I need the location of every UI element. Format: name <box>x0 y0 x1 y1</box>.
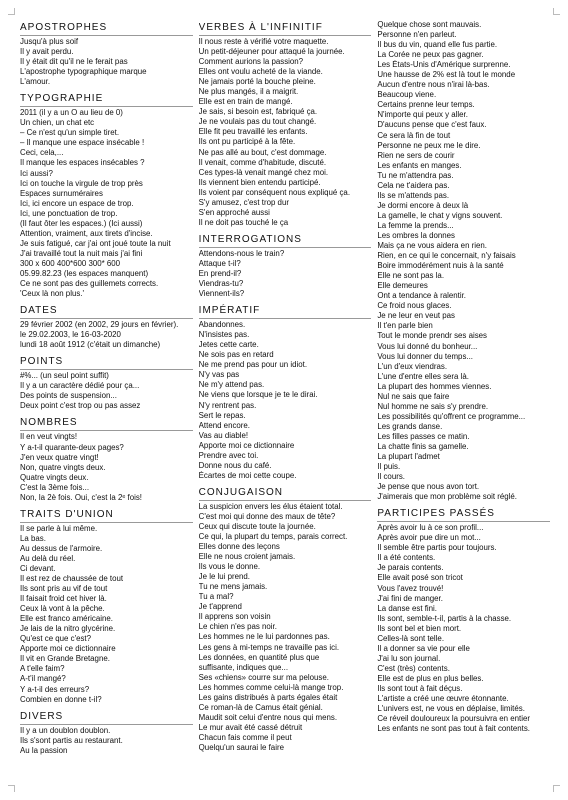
text-line: Ne me prend pas pour un idiot. <box>198 360 308 370</box>
text-line: Il bus du vin, quand elle fus partie. <box>377 40 498 50</box>
text-line: Elle fit peu travaillé les enfants. <box>198 127 308 137</box>
text-line: Ce réveil douloureux la poursuivra en entier <box>377 714 530 724</box>
page-corner-mark <box>553 8 560 15</box>
text-line: Ne pas allé au bout, c'est dommage. <box>198 147 327 157</box>
text-line: Comment aurions la passion? <box>198 57 304 67</box>
text-line: Nul ne sais que faire <box>377 391 450 401</box>
text-line: Elles ont voulu acheté de la viande. <box>198 67 323 77</box>
text-line: Ici, une ponctuation de trop. <box>20 208 118 218</box>
text-line: J'ai lu son journal. <box>377 653 441 663</box>
text-line: La plupart l'admet <box>377 452 440 462</box>
text-line: Au la passion <box>20 745 68 755</box>
text-line: Rien, en ce qui le concernait, n'y faisais <box>377 251 516 261</box>
text-line: Ne m'y attend pas. <box>198 380 265 390</box>
text-line: La danse est fini. <box>377 603 438 613</box>
text-line: En prend-il? <box>198 268 242 278</box>
text-line: #%... (un seul point suffit) <box>20 371 109 381</box>
text-line: Personne ne peux me le dire. <box>377 140 481 150</box>
text-line: Ils sont pris au vif de tout <box>20 584 108 594</box>
text-line: Elle avait posé son tricot <box>377 573 463 583</box>
text-line: L'univers est, ne vous en déplaise, limités. <box>377 704 525 714</box>
section-heading: CONJUGAISON <box>199 487 372 501</box>
text-line: Ils viennent bien entendu participé. <box>198 177 321 187</box>
text-line: Ils sont tout à fait déçus. <box>377 684 463 693</box>
text-line: Jetes cette carte. <box>198 340 259 350</box>
text-line: Non, la 2è fois. Oui, c'est la 2ᵉ fois! <box>20 492 142 502</box>
text-line: Tu ne m'attendra pas. <box>377 170 454 180</box>
text-line: Ceux là vont à la pêche. <box>20 604 105 614</box>
text-line: Ce roman-là de Camus était génial. <box>198 702 323 712</box>
text-line: L'amour. <box>20 77 51 87</box>
text-line: Vous l'avez trouvé! <box>377 583 444 593</box>
text-line: J'aimerais que mon problème soit réglé. <box>377 492 518 502</box>
section-heading: POINTS <box>20 356 193 370</box>
text-line: Ceux qui discute toute la journée. <box>198 521 316 531</box>
text-line: Il est rez de chaussée de tout <box>20 574 124 584</box>
text-line: le 29.02.2003, le 16-03-2020 <box>20 330 121 340</box>
text-line: C'est moi qui donne des maux de tête? <box>198 511 336 521</box>
text-line: Apporte moi ce dictionnaire <box>198 440 295 450</box>
text-line: Au delà du réel. <box>20 553 76 563</box>
text-line: Non, quatre vingts deux. <box>20 462 106 472</box>
text-line: D'aucuns pense que c'est faux. <box>377 120 487 130</box>
text-line: Les possibilités qu'offrent ce programme... <box>377 411 526 421</box>
text-line: N'importe qui peux y aller. <box>377 110 468 120</box>
text-line: La Corée ne peux pas gagner. <box>377 50 484 60</box>
text-line: Quatre vingts deux. <box>20 472 89 482</box>
text-line: Je t'apprend <box>198 602 242 612</box>
text-line: Je lais de la nitro glycérine. <box>20 624 116 634</box>
text-line: Les hommes comme celui-là mange trop. <box>198 682 344 692</box>
text-line: Celles-là sont telle. <box>377 633 445 643</box>
text-line: 300 x 600 400*600 300* 600 <box>20 258 121 268</box>
text-line: Ils voient par conséquent nous expliqué ça. <box>198 187 351 197</box>
text-line: Il faisait froid cet hiver là. <box>20 594 107 604</box>
text-line: Combien en donne t-il? <box>20 694 102 704</box>
text-line: – Ce n'est qu'un simple tiret. <box>20 128 120 138</box>
text-line: Aucun d'entre nous n'irai là-bas. <box>377 80 490 90</box>
text-line: Prendre avec toi. <box>198 450 259 460</box>
text-line: Il se parle à lui même. <box>20 523 98 533</box>
text-line: N'y vas pas <box>198 370 240 380</box>
text-line: Les enfants en manges. <box>377 160 462 170</box>
text-line: Ils sont, semble-t-il, partis à la chasse. <box>377 613 512 623</box>
text-line: suffisante, indiques que... <box>198 662 289 672</box>
text-line: J'en veux quatre vingt! <box>20 452 99 462</box>
text-line: Les hommes ne le lui pardonnes pas. <box>198 632 330 642</box>
text-line: La plupart des hommes viennes. <box>377 381 492 391</box>
text-line: Les enfants ne sont pas tout à fait contents. <box>377 724 530 734</box>
text-line: 05.99.82.23 (les espaces manquent) <box>20 268 149 278</box>
text-line: Attaque t-il? <box>198 258 241 268</box>
text-line: S'y amusez, c'est trop dur <box>198 197 289 207</box>
text-line: La bas. <box>20 533 46 543</box>
text-line: Il en veut vingts! <box>20 432 78 442</box>
text-line: Il vit en Grande Bretagne. <box>20 654 110 664</box>
text-line: Elle demeures <box>377 281 428 291</box>
text-line: Je parais contents. <box>377 563 444 573</box>
column-left <box>20 20 193 790</box>
text-line: La suspicion envers les élus étaient total. <box>198 501 343 511</box>
text-line: (Il faut ôter les espaces.) (Ici aussi) <box>20 218 143 228</box>
text-line: Ils vous le donne. <box>198 562 261 572</box>
text-line: L'un d'eux viendras. <box>377 361 448 371</box>
text-line: Ils se m'attends pas. <box>377 190 450 200</box>
text-line: Il venait, comme d'habitude, discuté. <box>198 157 327 167</box>
text-line: Je suis fatigué, car j'ai ont joué toute la nuit <box>20 238 171 248</box>
section-heading: IMPÉRATIF <box>199 305 372 319</box>
text-line: Elles donne des leçons <box>198 542 280 552</box>
text-line: Ce qui, la plupart du temps, parais correct. <box>198 532 348 542</box>
text-line: Je pense que nous avon tort. <box>377 482 480 492</box>
text-line: Je ne leur en veut pas <box>377 311 455 321</box>
text-line: Certains prenne leur temps. <box>377 100 475 110</box>
text-line: Ils sont bel et bien mort. <box>377 623 462 633</box>
section-heading: NOMBRES <box>20 417 193 431</box>
section-heading: APOSTROPHES <box>20 22 193 36</box>
text-line: Ici on touche la virgule de trop près <box>20 178 143 188</box>
text-line: Les filles passes ce matin. <box>377 431 470 441</box>
text-line: N'y rentrent pas. <box>198 400 257 410</box>
text-line: Les données, en quantité plus que <box>198 652 320 662</box>
text-line: Un petit-déjeuner pour attaqué la journée. <box>198 47 345 57</box>
text-line: Il y a un caractère dédié pour ça... <box>20 381 140 391</box>
text-line: Ceci, cela,... <box>20 148 64 158</box>
text-line: Les États-Unis d'Amérique surprenne. <box>377 60 511 70</box>
section-heading: VERBES À L'INFINITIF <box>199 22 372 36</box>
text-line: Ci devant. <box>20 563 56 573</box>
text-line: L'apostrophe typographique marque <box>20 67 147 77</box>
text-line: Je sais, si besoin est, fabriqué ça. <box>198 107 318 117</box>
text-line: Ce ne sont pas des guillemets corrects. <box>20 279 159 289</box>
text-line: Tout le monde prendr ses aises <box>377 331 487 341</box>
text-line: Elle est franco américaine. <box>20 614 113 624</box>
text-line: Chacun fais comme il peut <box>198 732 292 742</box>
section-heading: PARTICIPES PASSÉS <box>377 508 550 522</box>
text-line: Les gains distribués à parts égales était <box>198 692 338 702</box>
text-line: Il y était dit qu'il ne le ferait pas <box>20 57 128 67</box>
text-line: Vas au diable! <box>198 430 249 440</box>
text-line: Il a donner sa vie pour elle <box>377 643 470 653</box>
text-line: 'Ceux là non plus.' <box>20 289 84 299</box>
text-line: 2011 (il y a un O au lieu de 0) <box>20 108 123 118</box>
text-line: Elle ne nous croient jamais. <box>198 552 296 562</box>
text-line: A-t'il mangé? <box>20 674 66 684</box>
text-line: Il cours. <box>377 472 405 482</box>
text-line: Au dessus de l'armoire. <box>20 543 103 553</box>
text-line: Il apprens son voisin <box>198 612 271 622</box>
text-line: Apporte moi ce dictionnaire <box>20 644 116 654</box>
text-line: Le chien n'es pas noir. <box>198 622 277 632</box>
text-line: – Il manque une espace insécable ! <box>20 138 145 148</box>
text-line: L'une d'entre elles sera là. <box>377 371 469 381</box>
text-line: Il manque les espaces insécables ? <box>20 158 145 168</box>
text-line: La femme la prends... <box>377 220 454 230</box>
text-line: Y a-t-il quarante-deux pages? <box>20 442 124 452</box>
text-line: Il t'en parle bien <box>377 321 433 331</box>
text-line: Ne plus mangés, il a maigrit. <box>198 87 299 97</box>
text-line: Les ombres la donnes <box>377 230 455 240</box>
text-line: Ses «chiens» courre sur ma pelouse. <box>198 672 329 682</box>
text-line: lundi 18 août 1912 (c'était un dimanche) <box>20 340 161 350</box>
text-line: Un chien, un chat etc <box>20 118 95 128</box>
page-corner-mark <box>8 785 15 792</box>
text-line: Il semble être partis pour toujours. <box>377 543 497 553</box>
text-line: Personne n'en parleut. <box>377 30 457 40</box>
text-line: Je dormi encore à deux là <box>377 200 469 210</box>
page-corner-mark <box>553 785 560 792</box>
text-line: Quelqu'un saurai le faire <box>198 743 284 752</box>
text-line: Ici, ici encore un espace de trop. <box>20 198 134 208</box>
text-line: Maudit soit celui d'entre nous qui mens. <box>198 712 338 722</box>
text-line: Y a-t-il des erreurs? <box>20 684 90 694</box>
text-line: Elle ne sont pas la. <box>377 271 445 281</box>
text-line: Vous lui donné du bonheur... <box>377 341 478 351</box>
text-line: Ne jamais porté la bouche pleine. <box>198 77 316 87</box>
text-line: Ici aussi? <box>20 168 53 178</box>
column-middle <box>199 20 372 790</box>
text-line: Sert le repas. <box>198 410 246 420</box>
text-line: Attend encore. <box>198 420 250 430</box>
text-line: Viendras-tu? <box>198 279 244 289</box>
text-line: N'insistes pas. <box>198 330 250 340</box>
text-line: Ils s'sont partis au restaurant. <box>20 735 123 745</box>
text-line: Les gens à mi-temps ne travaille pas ici. <box>198 642 340 652</box>
text-line: Je ne voulais pas du tout changé. <box>198 117 317 127</box>
text-line: Beaucoup viene. <box>377 90 437 100</box>
text-line: S'en approché aussi <box>198 207 270 217</box>
page-corner-mark <box>8 8 15 15</box>
text-line: Après avoir pue dire un mot... <box>377 533 481 543</box>
text-line: Ces types-là venait mangé chez moi. <box>198 167 329 177</box>
text-line: Des points de suspension... <box>20 391 117 401</box>
text-line: A t'elle faim? <box>20 664 65 674</box>
text-line: Vous lui donner du temps... <box>377 351 473 361</box>
section-heading: DIVERS <box>20 711 193 725</box>
section-heading: TRAITS D'UNION <box>20 509 193 523</box>
text-line: Ne viens que lorsque je te le dirai. <box>198 390 318 400</box>
text-line: Quelque chose sont mauvais. <box>377 20 482 29</box>
text-line: Rien ne sers de courir <box>377 150 455 160</box>
text-line: L'artiste a créé une œuvre étonnante. <box>377 694 509 704</box>
section-heading: TYPOGRAPHIE <box>20 93 193 107</box>
text-line: Cela ne t'aidera pas. <box>377 180 450 190</box>
text-line: Il puis. <box>377 462 401 472</box>
document-page <box>20 20 550 790</box>
text-line: Tu a mal? <box>198 592 234 602</box>
text-line: La chatte finis sa gamelle. <box>377 441 469 451</box>
text-line: Je le lui prend. <box>198 572 250 582</box>
text-line: Elle est en train de mangé. <box>198 97 293 107</box>
text-line: La gamelle, le chat y vigns souvent. <box>377 210 503 220</box>
section-heading: INTERROGATIONS <box>199 234 372 248</box>
text-line: Tu ne mens jamais. <box>198 582 268 592</box>
text-line: Donne nous du café. <box>198 460 272 470</box>
text-line: Ont a tendance à ralentir. <box>377 291 466 301</box>
text-line: Mais ça ne vous aidera en rien. <box>377 241 487 251</box>
text-line: Il ne doit pas touché le ça <box>198 217 289 227</box>
text-line: Une hausse de 2% est là tout le monde <box>377 70 516 80</box>
text-line: C'est (très) contents. <box>377 663 450 673</box>
text-line: Jusqu'à plus soif <box>20 37 79 46</box>
text-line: Ne sois pas en retard <box>198 350 274 360</box>
text-line: Il y a un doublon doublon. <box>20 725 111 735</box>
text-line: Abandonnes. <box>198 320 246 330</box>
text-line: Il nous reste à vérifié votre maquette. <box>198 37 329 46</box>
text-line: Le mur avait été cassé détruit <box>198 722 303 732</box>
text-line: Après avoir lu à ce son profil... <box>377 523 484 533</box>
section-heading: DATES <box>20 305 193 319</box>
text-line: Nul homme ne sais s'y prendre. <box>377 401 489 411</box>
text-line: Viennent-ils? <box>198 289 245 299</box>
text-line: Écartes de moi cette coupe. <box>198 470 297 480</box>
text-line: J'ai travaillé tout la nuit mais j'ai fini <box>20 248 143 258</box>
text-line: Ce froid nous glaces. <box>377 301 452 311</box>
text-line: Attendons-nous le train? <box>198 248 285 258</box>
text-line: Boire immodérément nuis à la santé <box>377 261 504 271</box>
text-line: Les grands danse. <box>377 421 443 431</box>
text-line: C'est la 3ème fois... <box>20 482 90 492</box>
text-line: Espaces surnuméraires <box>20 188 103 198</box>
text-line: Ils ont pu participé à la fête. <box>198 137 296 147</box>
text-line: J'ai fini de manger. <box>377 593 443 603</box>
text-line: Qu'est ce que c'est? <box>20 634 92 644</box>
text-line: Attention, vraiment, aux tirets d'incise. <box>20 228 153 238</box>
text-line: Elle est de plus en plus belles. <box>377 673 484 683</box>
text-line: Deux point c'est trop ou pas assez <box>20 401 141 411</box>
text-line: Il y avait perdu. <box>20 47 74 57</box>
text-line: Ce sera là fin de tout <box>377 130 451 140</box>
text-line: Il a été contents. <box>377 553 436 563</box>
text-line: 29 février 2002 (en 2002, 29 jours en février). <box>20 320 179 330</box>
column-right <box>377 20 550 790</box>
